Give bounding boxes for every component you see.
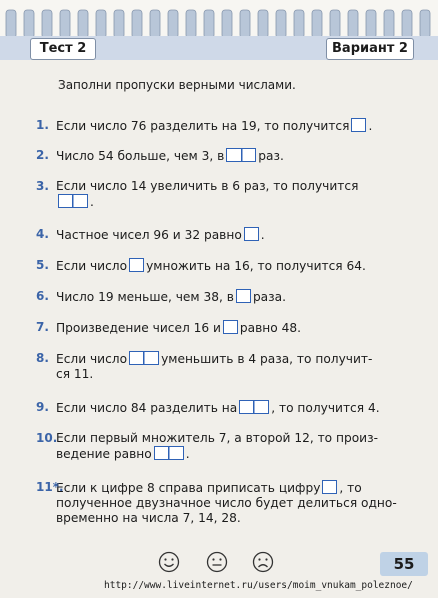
task-number: 7.	[36, 320, 49, 334]
task-text: Если число 14 увеличить в 6 раз, то получится	[56, 179, 359, 193]
task-number: 3.	[36, 179, 49, 193]
task-5: 5. Если число умножить на 16, то получится 64.	[36, 258, 366, 273]
task-text: Если число 76 разделить на 19, то получится	[56, 119, 350, 133]
answer-box[interactable]	[58, 194, 88, 208]
task-text: Число 54 больше, чем 3, в	[56, 149, 225, 163]
task-text: Произведение чисел 16 и	[56, 321, 221, 335]
task-text: Число 19 меньше, чем 38, в	[56, 290, 234, 304]
neutral-face-icon[interactable]	[206, 551, 228, 573]
answer-box[interactable]	[351, 118, 366, 132]
answer-box[interactable]	[239, 400, 269, 414]
instruction-text: Заполни пропуски верными числами.	[58, 78, 296, 92]
task-number: 6.	[36, 289, 49, 303]
task-1: 1. Если число 76 разделить на 19, то получится .	[36, 118, 373, 133]
source-watermark: http://www.liveinternet.ru/users/moim_vnukam_poleznoe/	[104, 580, 413, 591]
task-number: 11*.	[36, 480, 64, 494]
page-number: 55	[380, 552, 428, 576]
task-number: 10.	[36, 431, 58, 445]
task-9: 9. Если число 84 разделить на , то получится 4.	[36, 400, 380, 415]
self-assessment-faces	[158, 551, 278, 575]
answer-box[interactable]	[322, 480, 337, 494]
answer-box[interactable]	[129, 351, 159, 365]
sad-face-icon[interactable]	[252, 551, 274, 573]
task-number: 1.	[36, 118, 49, 132]
answer-box[interactable]	[236, 289, 251, 303]
answer-box[interactable]	[244, 227, 259, 241]
answer-box[interactable]	[223, 320, 238, 334]
smile-face-icon[interactable]	[158, 551, 180, 573]
task-text: Если к цифре 8 справа приписать цифру	[56, 481, 321, 495]
test-label: Тест 2	[30, 38, 96, 60]
task-8: 8. Если число уменьшить в 4 раза, то получит- ся 11.	[36, 351, 373, 381]
task-text: Если число	[56, 352, 128, 366]
task-3: 3. Если число 14 увеличить в 6 раз, то получится .	[36, 179, 359, 209]
task-number: 2.	[36, 148, 49, 162]
task-text: Частное чисел 96 и 32 равно	[56, 228, 242, 242]
task-2: 2. Число 54 больше, чем 3, в раз.	[36, 148, 284, 163]
task-11: 11*. Если к цифре 8 справа приписать цифру , то полученное двузначное число будет делиться одно- временно на числа 7, 14, 28.	[36, 480, 397, 525]
task-10: 10. Если первый множитель 7, а второй 12, то произ- ведение равно .	[36, 431, 378, 461]
variant-label: Вариант 2	[326, 38, 414, 60]
task-text: Если число	[56, 259, 128, 273]
task-text: Если первый множитель 7, а второй 12, то произ-	[56, 431, 378, 445]
task-6: 6. Число 19 меньше, чем 38, в раза.	[36, 289, 286, 304]
task-number: 9.	[36, 400, 49, 414]
task-number: 4.	[36, 227, 49, 241]
answer-box[interactable]	[129, 258, 144, 272]
task-text: Если число 84 разделить на	[56, 401, 238, 415]
task-number: 8.	[36, 351, 49, 365]
answer-box[interactable]	[226, 148, 256, 162]
task-number: 5.	[36, 258, 49, 272]
task-7: 7. Произведение чисел 16 и равно 48.	[36, 320, 301, 335]
answer-box[interactable]	[154, 446, 184, 460]
task-4: 4. Частное чисел 96 и 32 равно .	[36, 227, 265, 242]
